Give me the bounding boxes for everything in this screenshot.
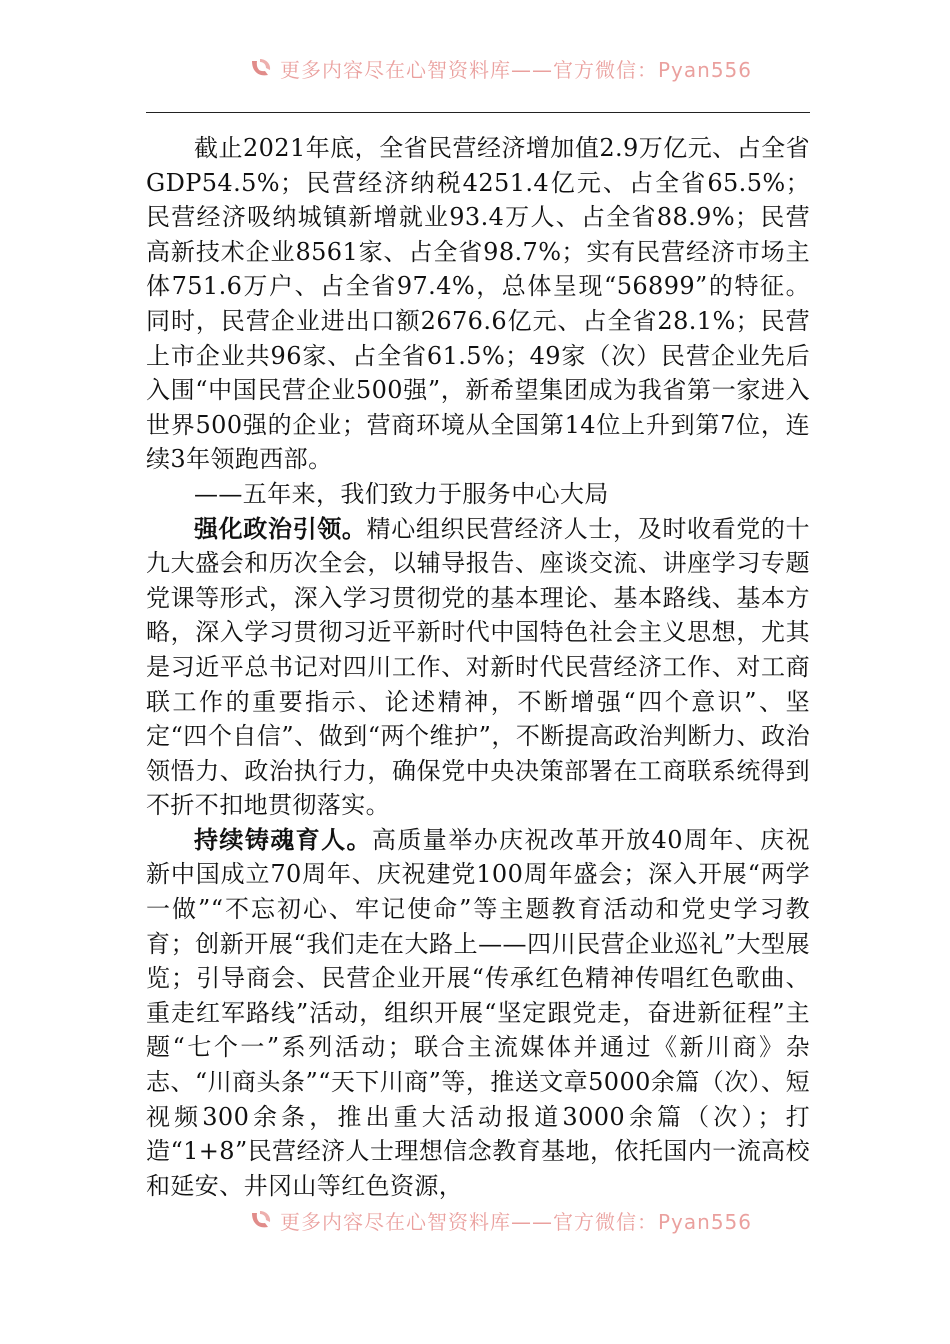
watermark-text: 更多内容尽在心智资料库——官方微信：Pyan556 [280,1209,753,1234]
brand-logo-icon [248,55,274,81]
paragraph-soul-education [146,823,810,1204]
footer-watermark [248,1204,752,1236]
paragraph-text-political-guidance: 精心组织民营经济人士，及时收看党的十九大盛会和历次全会，以辅导报告、座谈交流、讲座学习专题党课等形式，深入学习贯彻党的基本理论、基本路线、基本方略，深入学习贯彻习近平新时代中国特色社会主义思想，尤其是习近平总书记对四川工作、对新时代民营经济工作、对工商联工作的重要指示、论述精神，不断增强“四个意识”、坚定“四个自信”、做到“两个维护”，不断提高政治判断力、政治领悟力、政治执行力，确保党中央决策部署在工商联系统得到不折不扣地贯彻落实。 [146,514,810,820]
header-watermark [248,52,752,84]
section-subheading: ——五年来，我们致力于服务中心大局 [194,479,609,508]
paragraph-text-soul-education: 高质量举办庆祝改革开放40周年、庆祝新中国成立70周年、庆祝建党100周年盛会；深入开展“两学一做”“不忘初心、牢记使命”等主题教育活动和党史学习教育；创新开展“我们走在大路上——四川民营企业巡礼”大型展览；引导商会、民营企业开展“传承红色精神传唱红色歌曲、重走红军路线”活动，组织开展“坚定跟党走，奋进新征程”主题“七个一”系列活动；联合主流媒体并通过《新川商》杂志、“川商头条”“天下川商”等，推送文章5000余篇（次）、短视频300余条，推出重大活动报道3000余篇（次）；打造“1+8”民营经济人士理想信念教育基地，依托国内一流高校和延安、井冈山等红色资源， [146,825,810,1200]
brand-logo-icon [248,1207,274,1233]
watermark-text: 更多内容尽在心智资料库——官方微信：Pyan556 [280,57,753,82]
paragraph-lead-soul-education: 持续铸魂育人。 [194,825,372,854]
paragraph-lead-political-guidance: 强化政治引领。 [194,514,367,543]
document-body [146,131,810,1203]
paragraph-statistics: 截止2021年底，全省民营经济增加值2.9万亿元、占全省GDP54.5%；民营经济纳税4251.4亿元、占全省65.5%；民营经济吸纳城镇新增就业93.4万人、占全省88.9%；民营高新技术企业8561家、占全省98.7%；实有民营经济市场主体751.6万户、占全省97.4%，总体呈现“56899”的特征。同时，民营企业进出口额2676.6亿元、占全省28.1%；民营上市企业共96家、占全省61.5%；49家（次）民营企业先后入围“中国民营企业500强”，新希望集团成为我省第一家进入世界500强的企业；营商环境从全国第14位上升到第7位，连续3年领跑西部。 [146,134,810,474]
paragraph-political-guidance [146,512,810,823]
header-divider [146,112,810,113]
